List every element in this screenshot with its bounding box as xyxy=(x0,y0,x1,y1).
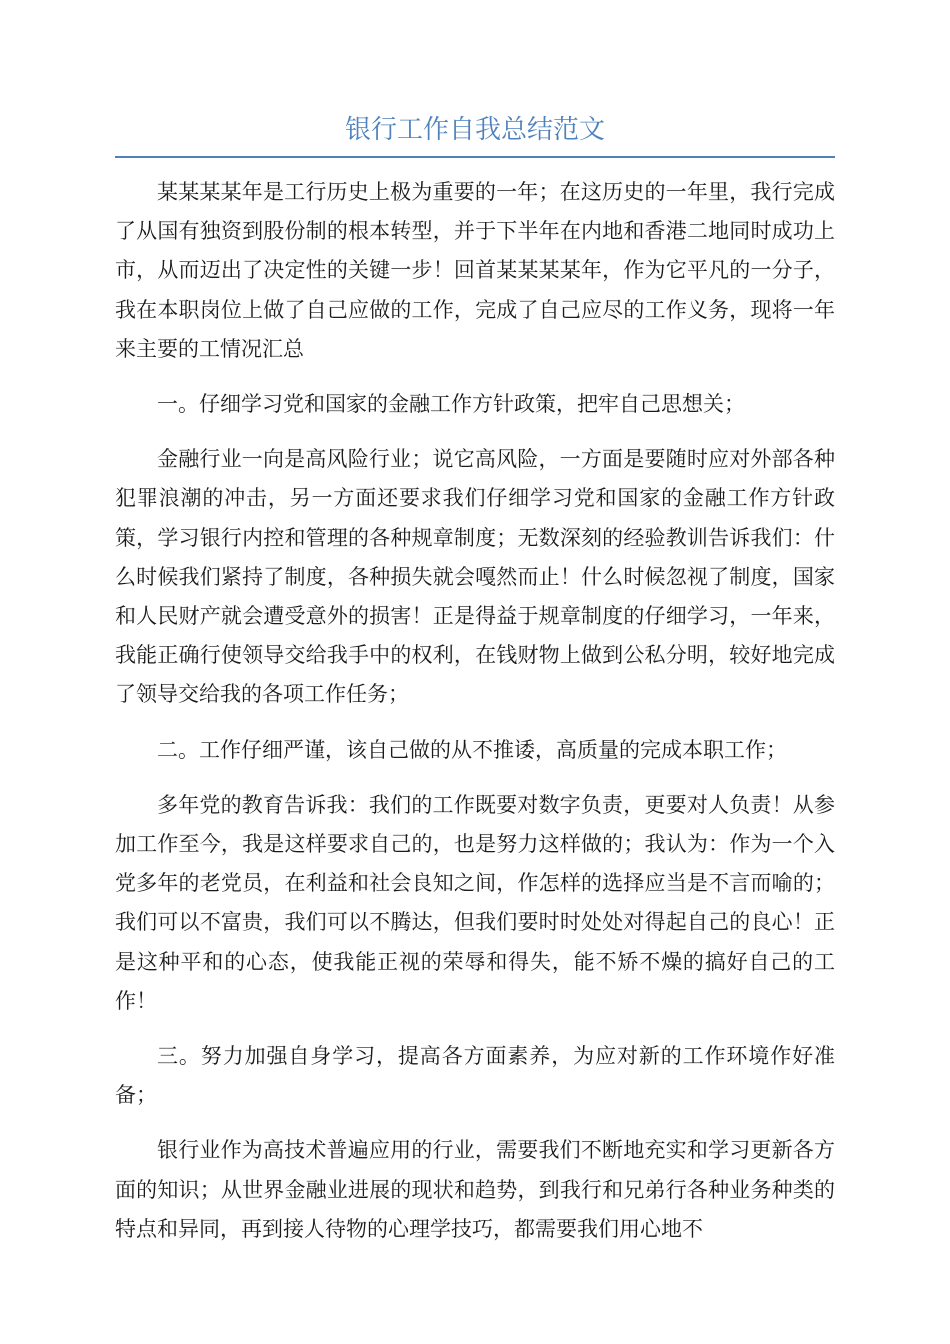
heading-three: 三。努力加强自身学习，提高各方面素养，为应对新的工作环境作好准备； xyxy=(115,1044,835,1108)
heading-two: 二。工作仔细严谨，该自己做的从不推诿，高质量的完成本职工作； xyxy=(157,737,787,762)
paragraph-two: 多年党的教育告诉我：我们的工作既要对数字负责，更要对人负责！从参加工作至今，我是这样要求自己的，也是努力这样做的；我认为：作为一个入党多年的老党员，在利益和社会良知之间，作怎样的选择应当是不言而喻的；我们可以不富贵，我们可以不腾达，但我们要时时处处对得起自己的良心！正是这种平和的心态，使我能正视的荣辱和得失，能不矫不燥的搞好自己的工作！ xyxy=(115,792,835,1013)
document-body xyxy=(115,173,835,1265)
document-title: 银行工作自我总结范文 xyxy=(344,115,605,145)
paragraph-one: 金融行业一向是高风险行业；说它高风险，一方面是要随时应对外部各种犯罪浪潮的冲击，另一方面还要求我们仔细学习党和国家的金融工作方针政策，学习银行内控和管理的各种规章制度；无数深刻的经验教训告诉我们：什么时候我们紧持了制度，各种损失就会嘎然而止！什么时候忽视了制度，国家和人民财产就会遭受意外的损害！正是得益于规章制度的仔细学习，一年来，我能正确行使领导交给我手中的权利，在钱财物上做到公私分明，较好地完成了领导交给我的各项工作任务； xyxy=(115,447,835,707)
paragraph-three: 银行业作为高技术普遍应用的行业，需要我们不断地充实和学习更新各方面的知识；从世界金融业进展的现状和趋势，到我行和兄弟行各种业务种类的特点和异同，再到接人待物的心理学技巧，都需要我们用心地不 xyxy=(115,1138,835,1241)
title-block xyxy=(115,112,835,158)
heading-one: 一。仔细学习党和国家的金融工作方针政策，把牢自己思想关； xyxy=(157,392,745,417)
paragraph-intro: 某某某某年是工行历史上极为重要的一年；在这历史的一年里，我行完成了从国有独资到股份制的根本转型，并于下半年在内地和香港二地同时成功上市，从而迈出了决定性的关键一步！回首某某某某年，作为它平凡的一分子，我在本职岗位上做了自己应做的工作，完成了自己应尽的工作义务，现将一年来主要的工情况汇总 xyxy=(115,180,835,361)
